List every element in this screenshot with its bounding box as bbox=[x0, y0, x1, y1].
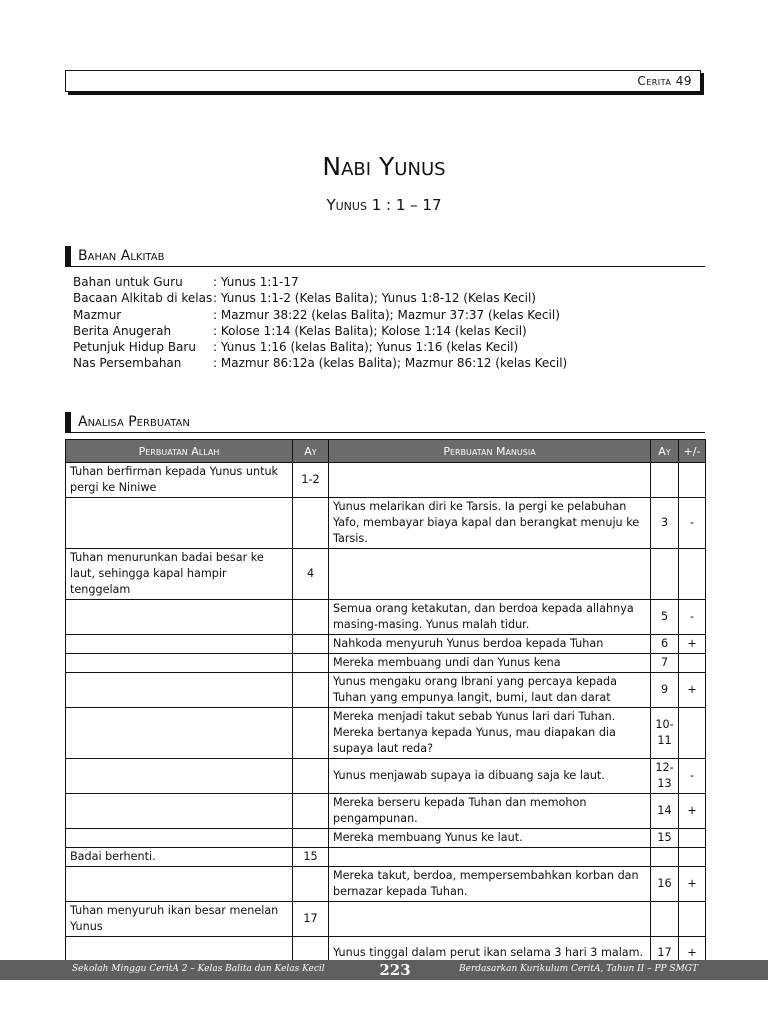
table-row bbox=[66, 829, 706, 848]
cell-perbuatan-allah: Badai berhenti. bbox=[66, 848, 293, 867]
cell-perbuatan-manusia: Mereka membuang undi dan Yunus kena bbox=[329, 654, 651, 673]
table-row bbox=[66, 654, 706, 673]
analisa-table bbox=[65, 439, 706, 969]
cell-perbuatan-manusia bbox=[329, 463, 651, 498]
footer-left-text: Sekolah Minggu CeritA 2 – Kelas Balita dan Kelas Kecil bbox=[72, 964, 325, 974]
cell-sign bbox=[679, 902, 706, 937]
cell-ay-allah bbox=[293, 867, 329, 902]
bahan-row bbox=[73, 323, 567, 339]
table-body bbox=[66, 463, 706, 969]
page-number: 223 bbox=[379, 961, 411, 979]
cell-perbuatan-manusia: Semua orang ketakutan, dan berdoa kepada allahnya masing-masing. Yunus malah tidur. bbox=[329, 600, 651, 635]
cell-perbuatan-manusia: Mereka membuang Yunus ke laut. bbox=[329, 829, 651, 848]
cell-ay-allah: 17 bbox=[293, 902, 329, 937]
cell-ay-manusia: 16 bbox=[651, 867, 679, 902]
cell-sign: - bbox=[679, 498, 706, 549]
table-row bbox=[66, 463, 706, 498]
cell-ay-manusia: 12-13 bbox=[651, 759, 679, 794]
col-header-sign: +/- bbox=[679, 440, 706, 463]
bahan-label: Petunjuk Hidup Baru bbox=[73, 340, 196, 355]
section-heading-analisa bbox=[65, 412, 705, 433]
cell-perbuatan-allah bbox=[66, 600, 293, 635]
bahan-label: Berita Anugerah bbox=[73, 323, 172, 338]
cell-ay-allah bbox=[293, 708, 329, 759]
cell-perbuatan-manusia: Yunus mengaku orang Ibrani yang percaya kepada Tuhan yang empunya langit, bumi, laut dan darat bbox=[329, 673, 651, 708]
cell-ay-allah: 1-2 bbox=[293, 463, 329, 498]
cell-perbuatan-manusia: Mereka menjadi takut sebab Yunus lari dari Tuhan. Mereka bertanya kepada Yunus, mau diapakan dia supaya laut reda? bbox=[329, 708, 651, 759]
col-header-ay: Ay bbox=[293, 440, 329, 463]
cell-ay-allah: 4 bbox=[293, 549, 329, 600]
chapter-label: Cerita 49 bbox=[637, 74, 692, 88]
bahan-list bbox=[73, 274, 567, 372]
cell-ay-manusia: 9 bbox=[651, 673, 679, 708]
cell-sign bbox=[679, 549, 706, 600]
table-row bbox=[66, 848, 706, 867]
table-row bbox=[66, 673, 706, 708]
bahan-label: Bahan untuk Guru bbox=[73, 275, 183, 289]
cell-perbuatan-allah bbox=[66, 673, 293, 708]
bahan-label: Bacaan Alkitab di kelas bbox=[73, 291, 213, 306]
cell-sign bbox=[679, 829, 706, 848]
bahan-label: Mazmur bbox=[73, 307, 122, 322]
cell-sign bbox=[679, 654, 706, 673]
section-title-analisa: Analisa Perbuatan bbox=[78, 414, 190, 430]
cell-perbuatan-allah bbox=[66, 759, 293, 794]
cell-sign: - bbox=[679, 759, 706, 794]
cell-perbuatan-manusia: Nahkoda menyuruh Yunus berdoa kepada Tuhan bbox=[329, 635, 651, 654]
table-row bbox=[66, 867, 706, 902]
page-subtitle: Yunus 1 : 1 – 17 bbox=[326, 196, 442, 214]
cell-sign: + bbox=[679, 673, 706, 708]
col-header-perbuatan-manusia: Perbuatan Manusia bbox=[329, 440, 651, 463]
cell-ay-manusia: 3 bbox=[651, 498, 679, 549]
cell-perbuatan-manusia: Yunus melarikan diri ke Tarsis. Ia pergi ke pelabuhan Yafo, membayar biaya kapal dan berangkat menuju ke Tarsis. bbox=[329, 498, 651, 549]
cell-ay-allah bbox=[293, 498, 329, 549]
cell-ay-allah: 15 bbox=[293, 848, 329, 867]
cell-sign: + bbox=[679, 937, 706, 969]
bahan-row bbox=[73, 307, 567, 323]
cell-ay-allah bbox=[293, 635, 329, 654]
table-row bbox=[66, 600, 706, 635]
cell-perbuatan-allah bbox=[66, 498, 293, 549]
bahan-value: : Mazmur 86:12a (kelas Balita); Mazmur 86:12 (kelas Kecil) bbox=[213, 356, 568, 371]
table-header-row bbox=[66, 440, 706, 463]
table-row bbox=[66, 902, 706, 937]
cell-ay-manusia: 6 bbox=[651, 635, 679, 654]
cell-sign: + bbox=[679, 635, 706, 654]
table-row bbox=[66, 549, 706, 600]
cell-sign: + bbox=[679, 867, 706, 902]
chapter-header-bar bbox=[65, 70, 701, 92]
cell-perbuatan-allah bbox=[66, 794, 293, 829]
cell-ay-manusia: 14 bbox=[651, 794, 679, 829]
table-row bbox=[66, 794, 706, 829]
section-heading-bahan bbox=[65, 246, 705, 267]
cell-ay-allah bbox=[293, 673, 329, 708]
bahan-row bbox=[73, 339, 567, 355]
cell-ay-manusia: 15 bbox=[651, 829, 679, 848]
section-marker bbox=[65, 412, 71, 433]
cell-perbuatan-allah bbox=[66, 635, 293, 654]
cell-perbuatan-allah bbox=[66, 829, 293, 848]
cell-sign: - bbox=[679, 600, 706, 635]
bahan-label: Nas Persembahan bbox=[73, 356, 182, 371]
page-title: Nabi Yunus bbox=[322, 152, 446, 181]
bahan-value: : Kolose 1:14 (Kelas Balita); Kolose 1:14 (kelas Kecil) bbox=[213, 323, 527, 338]
cell-ay-allah bbox=[293, 829, 329, 848]
table-row bbox=[66, 708, 706, 759]
cell-perbuatan-manusia bbox=[329, 848, 651, 867]
cell-sign bbox=[679, 463, 706, 498]
bahan-value: : Yunus 1:1-2 (Kelas Balita); Yunus 1:8-12 (Kelas Kecil) bbox=[213, 291, 536, 306]
cell-perbuatan-allah: Tuhan berfirman kepada Yunus untuk pergi ke Niniwe bbox=[66, 463, 293, 498]
cell-ay-manusia: 17 bbox=[651, 937, 679, 969]
cell-ay-manusia: 5 bbox=[651, 600, 679, 635]
cell-sign bbox=[679, 848, 706, 867]
bahan-row bbox=[73, 274, 567, 290]
cell-ay-allah bbox=[293, 759, 329, 794]
cell-sign: + bbox=[679, 794, 706, 829]
cell-sign bbox=[679, 708, 706, 759]
table-row bbox=[66, 759, 706, 794]
bahan-value: : Mazmur 38:22 (kelas Balita); Mazmur 37:37 (kelas Kecil) bbox=[213, 307, 560, 322]
cell-perbuatan-allah bbox=[66, 867, 293, 902]
cell-ay-allah bbox=[293, 794, 329, 829]
cell-ay-allah bbox=[293, 654, 329, 673]
footer-bar bbox=[0, 960, 768, 980]
bahan-row bbox=[73, 355, 567, 371]
cell-perbuatan-allah bbox=[66, 708, 293, 759]
bahan-row bbox=[73, 290, 567, 306]
cell-perbuatan-allah bbox=[66, 654, 293, 673]
cell-perbuatan-manusia: Yunus tinggal dalam perut ikan selama 3 hari 3 malam. bbox=[329, 937, 651, 969]
table-row bbox=[66, 498, 706, 549]
cell-ay-manusia bbox=[651, 848, 679, 867]
cell-ay-manusia: 10-11 bbox=[651, 708, 679, 759]
col-header-ay: Ay bbox=[651, 440, 679, 463]
cell-perbuatan-manusia: Yunus menjawab supaya ia dibuang saja ke laut. bbox=[329, 759, 651, 794]
section-title-bahan: Bahan Alkitab bbox=[78, 248, 165, 264]
bahan-value: : Yunus 1:1-17 bbox=[213, 275, 299, 289]
cell-perbuatan-manusia bbox=[329, 549, 651, 600]
cell-perbuatan-manusia: Mereka berseru kepada Tuhan dan memohon pengampunan. bbox=[329, 794, 651, 829]
section-marker bbox=[65, 246, 71, 267]
cell-perbuatan-manusia: Mereka takut, berdoa, mempersembahkan korban dan bernazar kepada Tuhan. bbox=[329, 867, 651, 902]
cell-perbuatan-allah: Tuhan menyuruh ikan besar menelan Yunus bbox=[66, 902, 293, 937]
cell-perbuatan-manusia bbox=[329, 902, 651, 937]
cell-ay-manusia bbox=[651, 902, 679, 937]
cell-ay-allah bbox=[293, 600, 329, 635]
footer-right-text: Berdasarkan Kurikulum CeritA, Tahun II – PP SMGT bbox=[459, 964, 698, 974]
cell-ay-manusia: 7 bbox=[651, 654, 679, 673]
cell-perbuatan-allah: Tuhan menurunkan badai besar ke laut, sehingga kapal hampir tenggelam bbox=[66, 549, 293, 600]
table-row bbox=[66, 635, 706, 654]
bahan-value: : Yunus 1:16 (kelas Balita); Yunus 1:16 (kelas Kecil) bbox=[213, 340, 519, 355]
cell-ay-manusia bbox=[651, 549, 679, 600]
col-header-perbuatan-allah: Perbuatan Allah bbox=[66, 440, 293, 463]
cell-ay-manusia bbox=[651, 463, 679, 498]
